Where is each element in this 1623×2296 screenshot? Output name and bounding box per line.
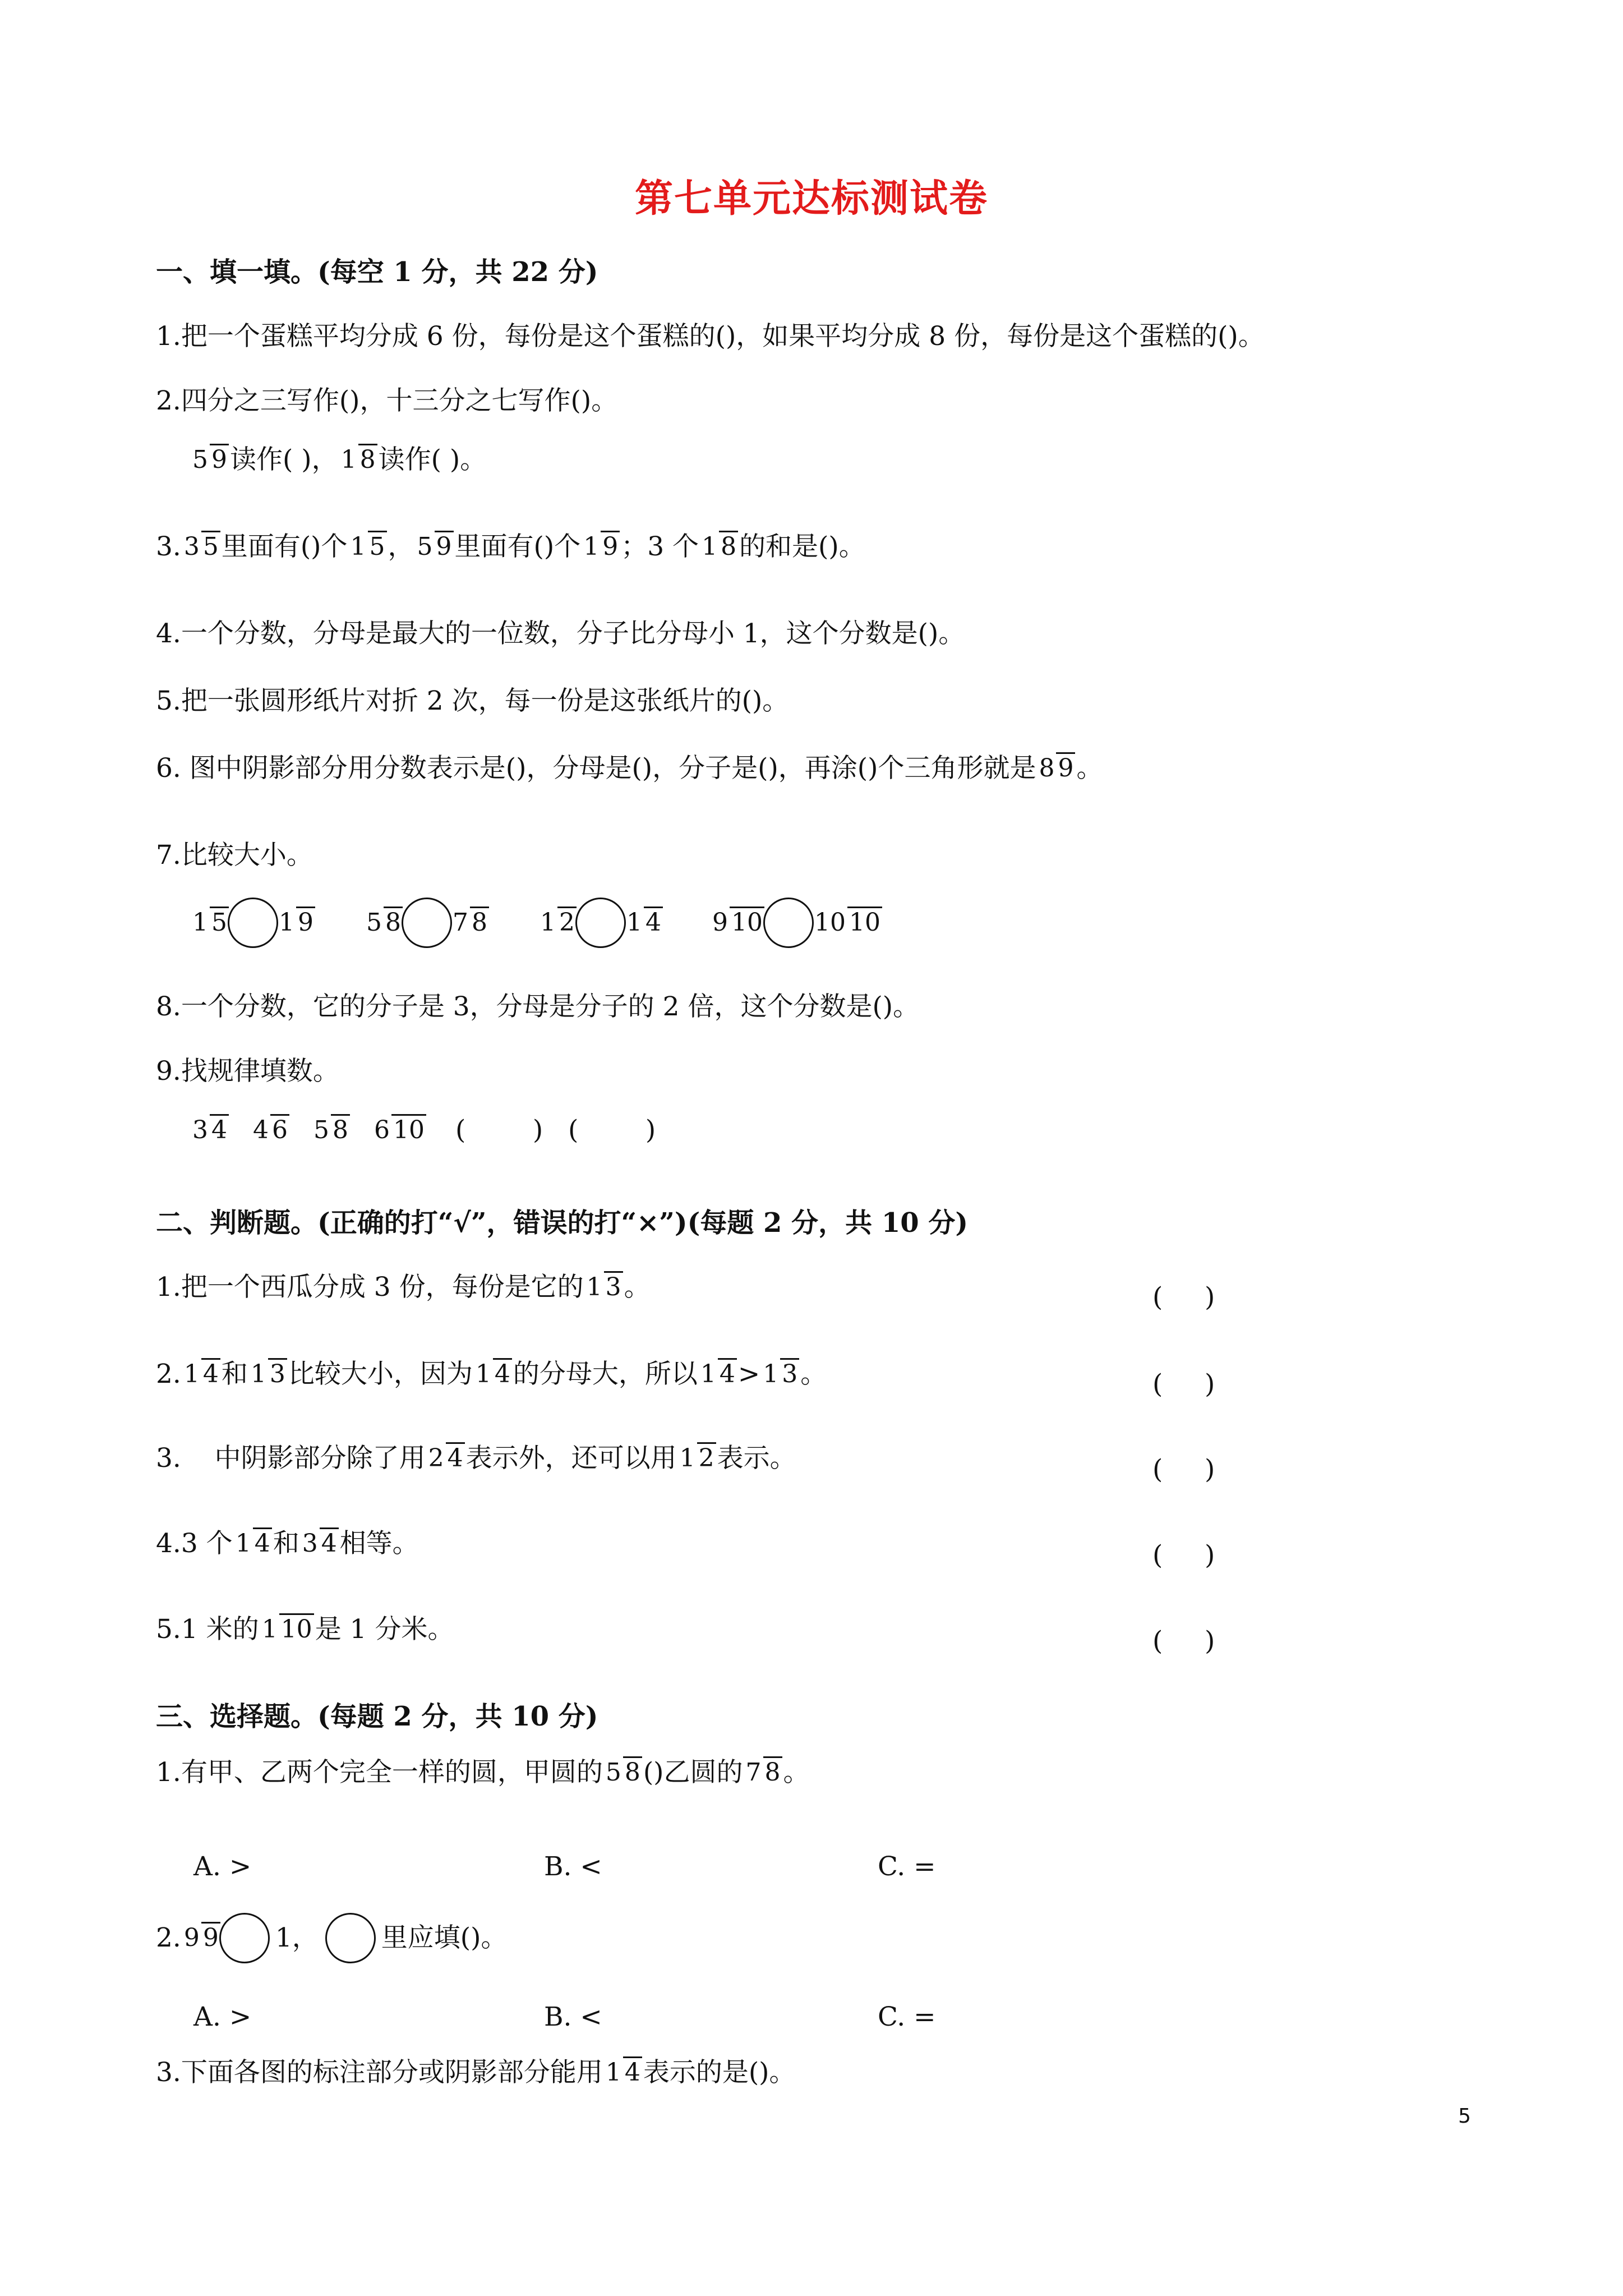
fraction: 1 4	[625, 908, 663, 938]
text: 读作( )。	[378, 444, 487, 475]
section-3-heading: 三、选择题。(每题 2 分，共 10 分)	[156, 1701, 598, 1732]
s1-question-5: 5.把一张圆形纸片对折 2 次，每一份是这张纸片的()。	[156, 685, 789, 716]
fraction: 1 2	[538, 908, 577, 938]
text: 3.	[156, 531, 181, 562]
s1-question-1: 1.把一个蛋糕平均分成 6 份，每份是这个蛋糕的()，如果平均分成 8 份，每份是这个蛋糕的()。	[156, 321, 1265, 352]
option-a[interactable]: A. >	[193, 2001, 252, 2032]
fraction: 5 8	[365, 908, 403, 938]
text: 相等。	[339, 1528, 419, 1559]
fraction: 1 8	[339, 445, 377, 475]
s1-question-2: 2.四分之三写作()，十三分之七写作()。	[156, 385, 618, 416]
answer-paren[interactable]: ( )	[1152, 1369, 1215, 1400]
page-number: 5	[1458, 2105, 1471, 2128]
text: ，	[388, 531, 414, 562]
compare-circle[interactable]	[575, 898, 626, 948]
text: 读作( )，	[230, 444, 338, 475]
text: 表示的是()。	[643, 2057, 796, 2088]
text: 的分母大，所以	[513, 1359, 698, 1389]
answer-blanks[interactable]: ( ) ( )	[455, 1115, 656, 1145]
compare-circle[interactable]	[402, 898, 452, 948]
fraction: 1 4	[234, 1529, 272, 1559]
text: 里面有()个	[221, 531, 348, 562]
fraction: 9 10	[711, 908, 764, 938]
answer-circle[interactable]	[325, 1913, 376, 1963]
fraction: 7 8	[744, 1757, 782, 1788]
answer-paren[interactable]: ( )	[1152, 1454, 1215, 1485]
fraction: 1 8	[700, 532, 738, 562]
text: 。	[783, 1757, 810, 1788]
fraction: 8 9	[1037, 753, 1075, 784]
text: 4.3 个	[156, 1528, 233, 1559]
fraction: 1 4	[182, 1359, 220, 1389]
fraction: 1 9	[582, 532, 620, 562]
option-c[interactable]: C. =	[878, 2001, 936, 2032]
s2-question-1	[156, 1271, 651, 1304]
fraction: 1 10	[260, 1614, 314, 1645]
text: 表示外，还可以用	[465, 1443, 677, 1474]
s1-question-2b	[190, 443, 486, 477]
fraction: 3 5	[182, 532, 220, 562]
text: 。	[624, 1272, 651, 1303]
section-2-heading: 二、判断题。(正确的打“√”，错误的打“×”)(每题 2 分，共 10 分)	[156, 1207, 969, 1239]
s1-question-6	[156, 752, 1103, 785]
fraction: 3 4	[191, 1115, 229, 1145]
fraction: 2 4	[427, 1443, 465, 1474]
s2-question-3	[156, 1442, 796, 1475]
s3-question-1	[156, 1756, 810, 1789]
s1-question-7: 7.比较大小。	[156, 840, 313, 871]
compare-circle[interactable]	[219, 1913, 270, 1963]
fraction: 5 8	[312, 1115, 350, 1145]
s1-question-9: 9.找规律填数。	[156, 1056, 339, 1087]
s3-question-3	[156, 2056, 796, 2090]
compare-circle[interactable]	[228, 898, 278, 948]
fraction: 5 9	[191, 445, 229, 475]
s1-question-4: 4.一个分数，分母是最大的一位数，分子比分母小 1，这个分数是()。	[156, 618, 965, 649]
fraction: 1 9	[277, 908, 315, 938]
answer-paren[interactable]: ( )	[1152, 1282, 1215, 1313]
s1-question-8: 8.一个分数，它的分子是 3，分母是分子的 2 倍，这个分数是()。	[156, 991, 920, 1022]
answer-paren[interactable]: ( )	[1152, 1540, 1215, 1571]
fraction: 6 10	[372, 1115, 426, 1145]
compare-pair-4	[709, 898, 883, 948]
fraction: 1 4	[604, 2058, 642, 2088]
text: 比较大小，因为	[288, 1359, 473, 1389]
fraction: 1 2	[678, 1443, 716, 1474]
fraction: 5 8	[604, 1757, 642, 1788]
text: 3.下面各图的标注部分或阴影部分能用	[156, 2057, 603, 2088]
text: 6. 图中阴影部分用分数表示是()，分母是()，分子是()，再涂()个三角形就是	[156, 753, 1036, 784]
compare-pair-2	[363, 898, 490, 948]
text: 。	[800, 1359, 827, 1389]
s2-question-2	[156, 1358, 827, 1391]
text: 5.1 米的	[156, 1614, 259, 1645]
section-1-heading: 一、填一填。(每空 1 分，共 22 分)	[156, 256, 598, 288]
page-title: 第七单元达标测试卷	[634, 176, 988, 221]
fraction: 5 9	[416, 532, 454, 562]
s2-question-4	[156, 1527, 419, 1561]
text: >	[737, 1359, 760, 1389]
fraction: 1 3	[585, 1272, 623, 1303]
option-b[interactable]: B. <	[544, 2001, 602, 2032]
fraction: 10 10	[813, 908, 882, 938]
text: 和	[273, 1528, 299, 1559]
text: 里面有()个	[454, 531, 581, 562]
text: ；3 个	[621, 531, 699, 562]
option-a[interactable]: A. >	[193, 1851, 252, 1882]
fraction: 9 9	[182, 1923, 220, 1953]
fraction: 7 8	[451, 908, 489, 938]
text: 3. 中阴影部分除了用	[156, 1443, 426, 1474]
compare-circle[interactable]	[763, 898, 814, 948]
fraction: 1 5	[191, 908, 229, 938]
fraction: 1 3	[761, 1359, 799, 1389]
text: 的和是()。	[739, 531, 865, 562]
text: 。	[1076, 753, 1103, 784]
compare-pair-3	[537, 898, 664, 948]
s2-question-5	[156, 1613, 454, 1646]
pattern-sequence	[190, 1114, 656, 1147]
text: 里应填()。	[381, 1922, 508, 1953]
text: 表示。	[717, 1443, 796, 1474]
fraction: 1 3	[249, 1359, 287, 1389]
option-c[interactable]: C. =	[878, 1851, 936, 1882]
fraction: 4 6	[251, 1115, 289, 1145]
fraction: 1 4	[474, 1359, 512, 1389]
text: 1，	[275, 1922, 319, 1953]
s1-question-3	[156, 530, 865, 564]
compare-pair-1	[190, 898, 316, 948]
text: ()乙圆的	[643, 1757, 743, 1788]
text: 1.把一个西瓜分成 3 份，每份是它的	[156, 1272, 584, 1303]
fraction: 1 5	[349, 532, 387, 562]
fraction: 3 4	[301, 1529, 339, 1559]
option-b[interactable]: B. <	[544, 1851, 602, 1882]
answer-paren[interactable]: ( )	[1152, 1626, 1215, 1657]
s3-question-2	[156, 1913, 507, 1963]
text: 1.有甲、乙两个完全一样的圆，甲圆的	[156, 1757, 603, 1788]
fraction: 1 4	[699, 1359, 737, 1389]
text: 2.	[156, 1359, 181, 1389]
text: 2.	[156, 1922, 181, 1953]
text: 是 1 分米。	[315, 1614, 454, 1645]
text: 和	[221, 1359, 248, 1389]
